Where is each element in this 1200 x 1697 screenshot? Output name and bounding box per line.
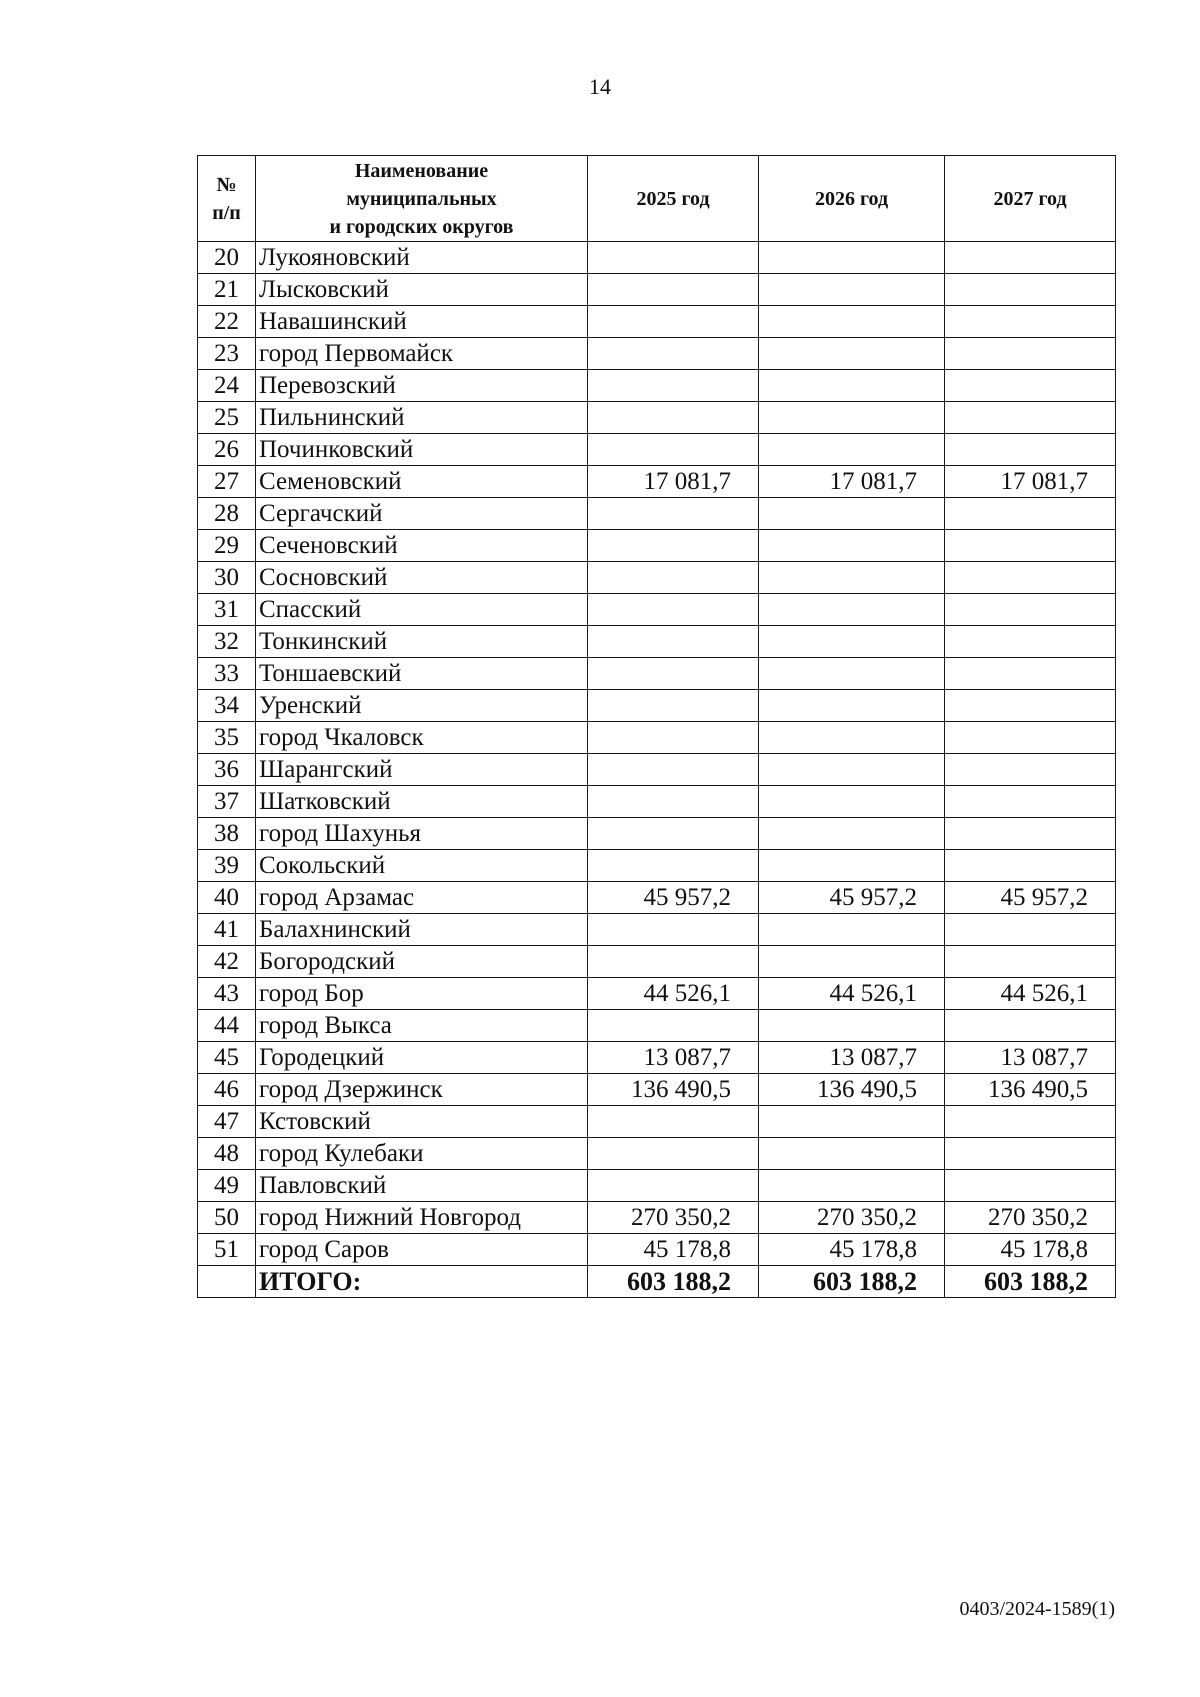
value-2026-cell bbox=[759, 274, 945, 306]
value-2025-cell bbox=[588, 306, 759, 338]
value-2027-cell bbox=[945, 786, 1116, 818]
value-2027-cell bbox=[945, 594, 1116, 626]
value-2026-cell bbox=[759, 626, 945, 658]
table-row bbox=[198, 1106, 1116, 1138]
value-2026-cell bbox=[759, 594, 945, 626]
table-row bbox=[198, 498, 1116, 530]
value-2025-cell bbox=[588, 1170, 759, 1202]
value-2026-cell bbox=[759, 242, 945, 274]
value-2026-cell: 45 957,2 bbox=[759, 882, 945, 914]
value-2027-cell bbox=[945, 434, 1116, 466]
table-row bbox=[198, 338, 1116, 370]
table-row bbox=[198, 882, 1116, 914]
table-row bbox=[198, 914, 1116, 946]
value-2025-cell bbox=[588, 562, 759, 594]
table-row bbox=[198, 594, 1116, 626]
value-2027-cell: 17 081,7 bbox=[945, 466, 1116, 498]
value-2027-cell: 270 350,2 bbox=[945, 1202, 1116, 1234]
value-2025-cell bbox=[588, 1106, 759, 1138]
municipality-name-cell: Тонкинский bbox=[256, 626, 588, 658]
row-number-cell: 51 bbox=[198, 1234, 256, 1266]
row-number-cell: 29 bbox=[198, 530, 256, 562]
value-2025-cell bbox=[588, 370, 759, 402]
table-row bbox=[198, 530, 1116, 562]
value-2026-cell bbox=[759, 370, 945, 402]
table-row bbox=[198, 562, 1116, 594]
municipality-name-cell: Сергачский bbox=[256, 498, 588, 530]
value-2027-cell bbox=[945, 1106, 1116, 1138]
value-2025-cell: 270 350,2 bbox=[588, 1202, 759, 1234]
municipality-name-cell: Кстовский bbox=[256, 1106, 588, 1138]
table-row bbox=[198, 1010, 1116, 1042]
municipality-name-cell: город Первомайск bbox=[256, 338, 588, 370]
table-row bbox=[198, 946, 1116, 978]
value-2027-cell bbox=[945, 722, 1116, 754]
row-number-cell: 50 bbox=[198, 1202, 256, 1234]
header-year-2027: 2027 год bbox=[945, 156, 1116, 242]
table-row bbox=[198, 434, 1116, 466]
value-2025-cell: 45 178,8 bbox=[588, 1234, 759, 1266]
value-2027-cell bbox=[945, 850, 1116, 882]
value-2027-cell bbox=[945, 1138, 1116, 1170]
table-row bbox=[198, 1170, 1116, 1202]
value-2026-cell: 17 081,7 bbox=[759, 466, 945, 498]
header-name-line-2: муниципальных bbox=[346, 187, 497, 210]
value-2027-cell: 45 178,8 bbox=[945, 1234, 1116, 1266]
row-number-cell: 22 bbox=[198, 306, 256, 338]
value-2026-cell bbox=[759, 1138, 945, 1170]
value-2027-cell bbox=[945, 242, 1116, 274]
value-2025-cell bbox=[588, 530, 759, 562]
header-name bbox=[256, 156, 588, 242]
table-row bbox=[198, 690, 1116, 722]
value-2027-cell bbox=[945, 498, 1116, 530]
row-number-cell: 30 bbox=[198, 562, 256, 594]
value-2026-cell: 270 350,2 bbox=[759, 1202, 945, 1234]
value-2025-cell bbox=[588, 658, 759, 690]
total-row bbox=[198, 1266, 1116, 1298]
row-number-cell: 46 bbox=[198, 1074, 256, 1106]
row-number-cell: 49 bbox=[198, 1170, 256, 1202]
total-2026-cell: 603 188,2 bbox=[759, 1266, 945, 1298]
header-number-line-2: п/п bbox=[212, 201, 241, 224]
value-2025-cell bbox=[588, 946, 759, 978]
municipality-name-cell: Сокольский bbox=[256, 850, 588, 882]
value-2026-cell bbox=[759, 338, 945, 370]
table-row bbox=[198, 402, 1116, 434]
value-2025-cell bbox=[588, 786, 759, 818]
value-2026-cell bbox=[759, 306, 945, 338]
value-2026-cell bbox=[759, 1170, 945, 1202]
municipality-name-cell: Шарангский bbox=[256, 754, 588, 786]
table-row bbox=[198, 818, 1116, 850]
header-name-line-3: и городских округов bbox=[329, 215, 514, 238]
value-2025-cell bbox=[588, 626, 759, 658]
value-2025-cell: 45 957,2 bbox=[588, 882, 759, 914]
row-number-cell: 35 bbox=[198, 722, 256, 754]
table-row bbox=[198, 722, 1116, 754]
table-row bbox=[198, 1234, 1116, 1266]
value-2027-cell bbox=[945, 274, 1116, 306]
table-body bbox=[198, 242, 1116, 1298]
table-row bbox=[198, 626, 1116, 658]
row-number-cell: 36 bbox=[198, 754, 256, 786]
value-2026-cell bbox=[759, 754, 945, 786]
table-row bbox=[198, 1074, 1116, 1106]
value-2025-cell bbox=[588, 274, 759, 306]
row-number-cell: 25 bbox=[198, 402, 256, 434]
value-2025-cell bbox=[588, 338, 759, 370]
table-row bbox=[198, 274, 1116, 306]
page-number: 14 bbox=[589, 74, 611, 99]
value-2027-cell bbox=[945, 946, 1116, 978]
row-number-cell: 45 bbox=[198, 1042, 256, 1074]
row-number-cell: 21 bbox=[198, 274, 256, 306]
value-2026-cell: 13 087,7 bbox=[759, 1042, 945, 1074]
value-2026-cell: 44 526,1 bbox=[759, 978, 945, 1010]
table-row bbox=[198, 1138, 1116, 1170]
value-2027-cell: 44 526,1 bbox=[945, 978, 1116, 1010]
value-2025-cell bbox=[588, 1138, 759, 1170]
municipality-name-cell: город Саров bbox=[256, 1234, 588, 1266]
value-2025-cell bbox=[588, 242, 759, 274]
value-2027-cell bbox=[945, 690, 1116, 722]
value-2027-cell bbox=[945, 818, 1116, 850]
municipality-name-cell: город Кулебаки bbox=[256, 1138, 588, 1170]
table-row bbox=[198, 242, 1116, 274]
value-2025-cell bbox=[588, 1010, 759, 1042]
row-number-cell: 48 bbox=[198, 1138, 256, 1170]
value-2026-cell bbox=[759, 850, 945, 882]
municipality-name-cell: Перевозский bbox=[256, 370, 588, 402]
value-2025-cell: 44 526,1 bbox=[588, 978, 759, 1010]
row-number-cell: 37 bbox=[198, 786, 256, 818]
value-2026-cell bbox=[759, 786, 945, 818]
value-2027-cell bbox=[945, 1170, 1116, 1202]
total-number-cell bbox=[198, 1266, 256, 1298]
value-2026-cell bbox=[759, 690, 945, 722]
value-2027-cell bbox=[945, 1010, 1116, 1042]
value-2026-cell bbox=[759, 530, 945, 562]
value-2027-cell: 13 087,7 bbox=[945, 1042, 1116, 1074]
row-number-cell: 33 bbox=[198, 658, 256, 690]
header-number-line-1: № bbox=[216, 173, 237, 196]
row-number-cell: 39 bbox=[198, 850, 256, 882]
row-number-cell: 47 bbox=[198, 1106, 256, 1138]
table-row bbox=[198, 370, 1116, 402]
value-2025-cell: 17 081,7 bbox=[588, 466, 759, 498]
row-number-cell: 24 bbox=[198, 370, 256, 402]
table-row bbox=[198, 466, 1116, 498]
municipality-name-cell: город Нижний Новгород bbox=[256, 1202, 588, 1234]
row-number-cell: 26 bbox=[198, 434, 256, 466]
table-row bbox=[198, 1202, 1116, 1234]
value-2026-cell bbox=[759, 498, 945, 530]
municipality-name-cell: Шатковский bbox=[256, 786, 588, 818]
municipality-name-cell: Сеченовский bbox=[256, 530, 588, 562]
row-number-cell: 40 bbox=[198, 882, 256, 914]
municipality-name-cell: Павловский bbox=[256, 1170, 588, 1202]
value-2025-cell bbox=[588, 594, 759, 626]
row-number-cell: 38 bbox=[198, 818, 256, 850]
total-2027-cell: 603 188,2 bbox=[945, 1266, 1116, 1298]
municipality-name-cell: Спасский bbox=[256, 594, 588, 626]
table-row bbox=[198, 850, 1116, 882]
row-number-cell: 32 bbox=[198, 626, 256, 658]
total-label-cell: ИТОГО: bbox=[256, 1266, 588, 1298]
municipality-name-cell: город Шахунья bbox=[256, 818, 588, 850]
value-2025-cell bbox=[588, 402, 759, 434]
municipality-name-cell: Пильнинский bbox=[256, 402, 588, 434]
value-2025-cell bbox=[588, 498, 759, 530]
value-2027-cell: 136 490,5 bbox=[945, 1074, 1116, 1106]
value-2027-cell bbox=[945, 370, 1116, 402]
municipality-name-cell: Сосновский bbox=[256, 562, 588, 594]
value-2027-cell bbox=[945, 754, 1116, 786]
table-row bbox=[198, 658, 1116, 690]
row-number-cell: 44 bbox=[198, 1010, 256, 1042]
total-2025-cell: 603 188,2 bbox=[588, 1266, 759, 1298]
municipality-name-cell: город Выкса bbox=[256, 1010, 588, 1042]
value-2026-cell bbox=[759, 1010, 945, 1042]
municipality-name-cell: город Бор bbox=[256, 978, 588, 1010]
value-2027-cell: 45 957,2 bbox=[945, 882, 1116, 914]
value-2027-cell bbox=[945, 658, 1116, 690]
value-2027-cell bbox=[945, 306, 1116, 338]
value-2026-cell bbox=[759, 658, 945, 690]
row-number-cell: 31 bbox=[198, 594, 256, 626]
header-number bbox=[198, 156, 256, 242]
row-number-cell: 28 bbox=[198, 498, 256, 530]
table-row bbox=[198, 1042, 1116, 1074]
municipality-name-cell: Уренский bbox=[256, 690, 588, 722]
row-number-cell: 43 bbox=[198, 978, 256, 1010]
value-2025-cell: 136 490,5 bbox=[588, 1074, 759, 1106]
value-2026-cell bbox=[759, 818, 945, 850]
row-number-cell: 27 bbox=[198, 466, 256, 498]
value-2025-cell bbox=[588, 690, 759, 722]
row-number-cell: 23 bbox=[198, 338, 256, 370]
municipality-name-cell: Богородский bbox=[256, 946, 588, 978]
header-year-2026: 2026 год bbox=[759, 156, 945, 242]
value-2026-cell bbox=[759, 562, 945, 594]
value-2026-cell: 45 178,8 bbox=[759, 1234, 945, 1266]
value-2027-cell bbox=[945, 914, 1116, 946]
municipality-name-cell: Лысковский bbox=[256, 274, 588, 306]
value-2026-cell bbox=[759, 434, 945, 466]
value-2025-cell bbox=[588, 914, 759, 946]
value-2026-cell: 136 490,5 bbox=[759, 1074, 945, 1106]
row-number-cell: 41 bbox=[198, 914, 256, 946]
municipality-name-cell: Балахнинский bbox=[256, 914, 588, 946]
row-number-cell: 42 bbox=[198, 946, 256, 978]
value-2026-cell bbox=[759, 914, 945, 946]
municipality-name-cell: Починковский bbox=[256, 434, 588, 466]
header-name-line-1: Наименование bbox=[354, 159, 489, 182]
municipality-name-cell: Лукояновский bbox=[256, 242, 588, 274]
value-2025-cell bbox=[588, 818, 759, 850]
municipality-name-cell: город Дзержинск bbox=[256, 1074, 588, 1106]
row-number-cell: 20 bbox=[198, 242, 256, 274]
value-2025-cell bbox=[588, 754, 759, 786]
document-code: 0403/2024-1589(1) bbox=[959, 1598, 1115, 1620]
value-2027-cell bbox=[945, 562, 1116, 594]
table-header-row bbox=[198, 156, 1116, 242]
value-2027-cell bbox=[945, 626, 1116, 658]
municipality-name-cell: Тоншаевский bbox=[256, 658, 588, 690]
value-2025-cell bbox=[588, 434, 759, 466]
header-year-2025: 2025 год bbox=[588, 156, 759, 242]
value-2027-cell bbox=[945, 338, 1116, 370]
table-row bbox=[198, 306, 1116, 338]
row-number-cell: 34 bbox=[198, 690, 256, 722]
municipal-allocation-table bbox=[197, 155, 1116, 1298]
municipality-name-cell: Навашинский bbox=[256, 306, 588, 338]
value-2026-cell bbox=[759, 1106, 945, 1138]
value-2026-cell bbox=[759, 946, 945, 978]
municipality-name-cell: город Чкаловск bbox=[256, 722, 588, 754]
municipality-name-cell: Семеновский bbox=[256, 466, 588, 498]
table-row bbox=[198, 754, 1116, 786]
value-2027-cell bbox=[945, 530, 1116, 562]
municipality-name-cell: город Арзамас bbox=[256, 882, 588, 914]
value-2025-cell bbox=[588, 850, 759, 882]
value-2026-cell bbox=[759, 402, 945, 434]
value-2025-cell: 13 087,7 bbox=[588, 1042, 759, 1074]
value-2027-cell bbox=[945, 402, 1116, 434]
value-2026-cell bbox=[759, 722, 945, 754]
table-row bbox=[198, 786, 1116, 818]
municipality-name-cell: Городецкий bbox=[256, 1042, 588, 1074]
table-row bbox=[198, 978, 1116, 1010]
value-2025-cell bbox=[588, 722, 759, 754]
